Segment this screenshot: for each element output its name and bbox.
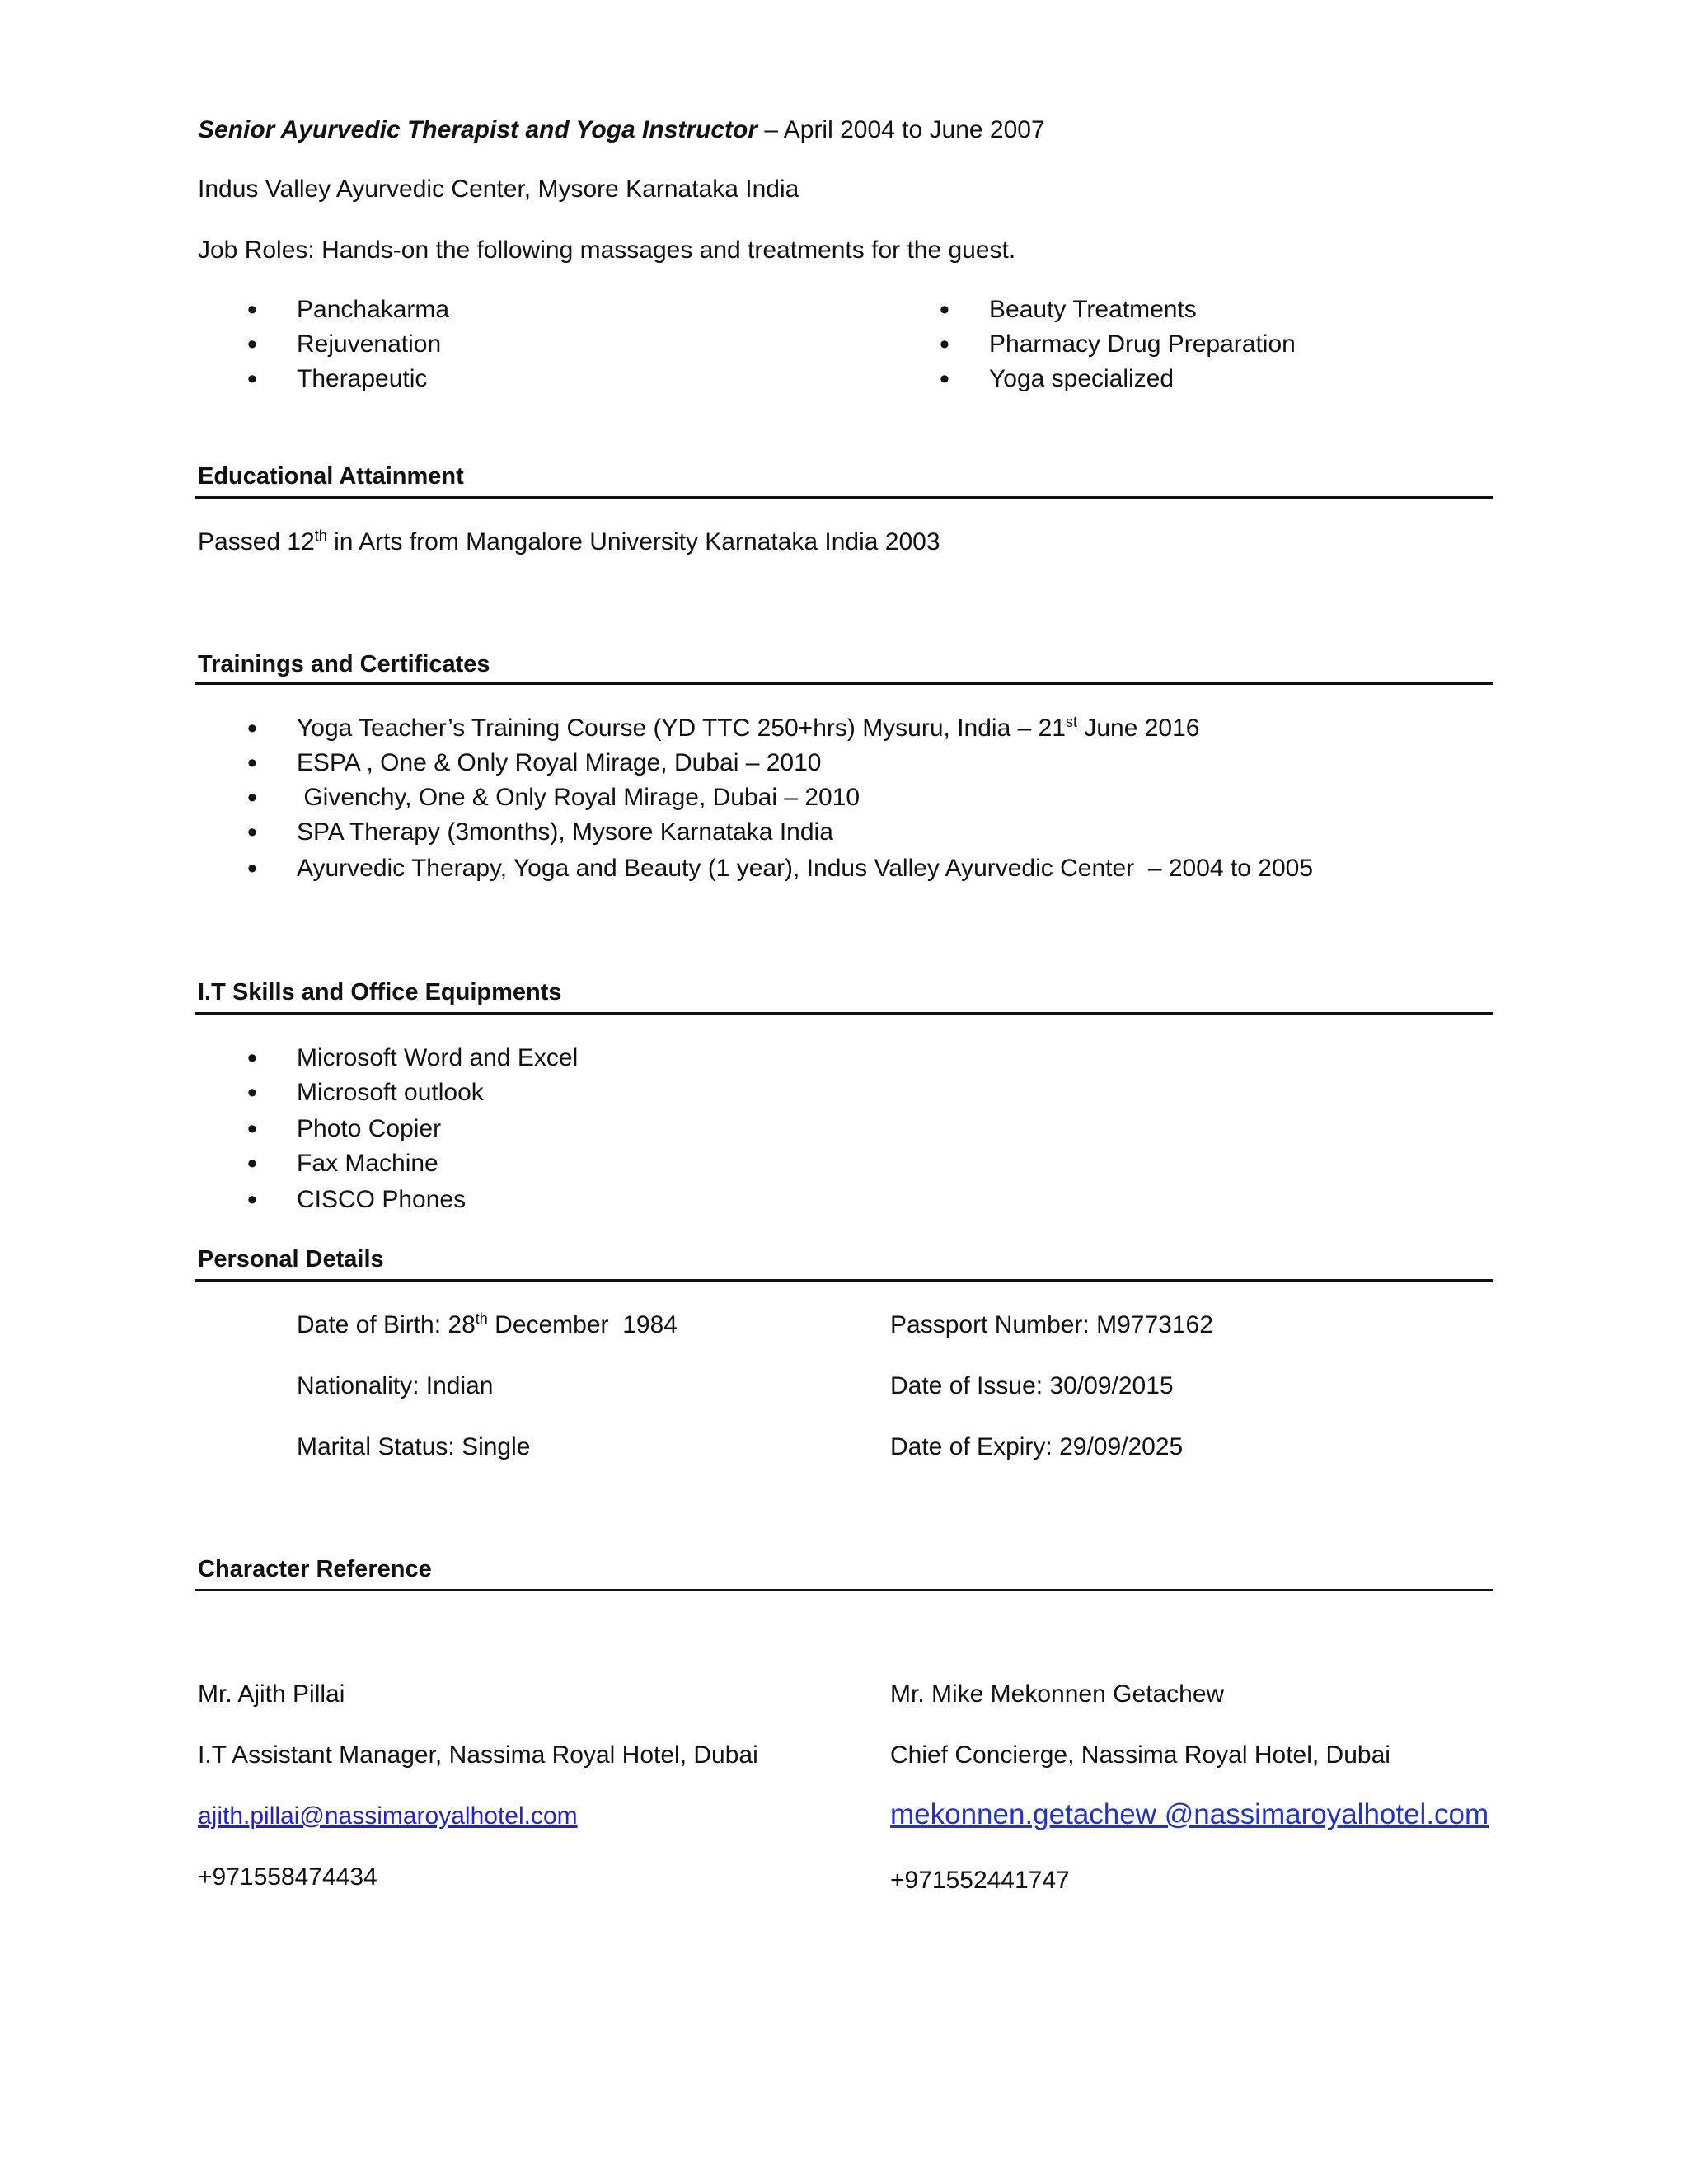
date-of-expiry: Date of Expiry: 29/09/2025: [890, 1433, 1184, 1460]
section-divider: [195, 496, 1493, 499]
section-heading-trainings: Trainings and Certificates: [198, 651, 490, 677]
bullet-icon: [940, 330, 973, 361]
passport-number: Passport Number: M9773162: [890, 1311, 1213, 1338]
nationality: Nationality: Indian: [297, 1372, 494, 1399]
date-of-birth: Date of Birth: 28th December 1984: [297, 1310, 678, 1338]
reference-2-title: Chief Concierge, Nassima Royal Hotel, Dubai: [890, 1741, 1390, 1769]
job-title: Senior Ayurvedic Therapist and Yoga Instructor: [198, 116, 758, 143]
bullet-icon: [247, 1114, 280, 1146]
reference-1-phone: +971558474434: [198, 1863, 377, 1891]
company-line: Indus Valley Ayurvedic Center, Mysore Karnataka India: [198, 176, 799, 203]
section-heading-it-skills: I.T Skills and Office Equipments: [198, 979, 562, 1005]
resume-page: Senior Ayurvedic Therapist and Yoga Instructor – April 2004 to June 2007 Indus Valley Ayurvedic Center, Mysore Karnataka India Job Roles: Hands-on the following massages and treatments for the guest. • Panchakarma • Rejuvenation • Therapeutic • Beauty Treatments • Pharmacy Drug Preparation • Yoga specialized Educational Attainment Passed 12th in Arts from Mangalore University Karnataka India 2003 Trainings and Certificates • Yoga Teacher’s Training Course (YD TTC 250+hrs) Mysuru, India – 21st June 2016 • ESPA , One & Only Royal Mirage, Dubai – 2010 • Givenchy, One & Only Royal Mirage, Dubai – 2010 • SPA Therapy (3months), Mysore Karnataka India • Ayurvedic Therapy, Yoga and Beauty (1 year), Indus Valley Ayurvedic Center – 2004 to 2005 I.T Skills and Office Equipments • Microsoft Word and Excel • Microsoft outlook • Photo Copier • Fax Machine • CISCO Phones Personal Details Date of Birth: 28th December 1984 Nationality: Indian Marital Status: Single Passport Number: M9773162 Date of Issue: 30/09/2015 Date of Expiry: 29/09/2025 Character Reference Mr. Ajith Pillai I.T Assistant Manager, Nassima Royal Hotel, Dubai ajith.pillai@nassimaroyalhotel.com +971558474434 Mr. Mike Mekonnen Getachew Chief Concierge, Nassima Royal Hotel, Dubai mekonnen.getachew @nassimaroyalhotel.com +971552441747: [0, 0, 1688, 2184]
bullet-icon: [940, 295, 973, 326]
section-heading-education: Educational Attainment: [198, 463, 464, 490]
section-divider: [195, 682, 1493, 685]
section-heading-personal: Personal Details: [198, 1246, 384, 1272]
bullet-icon: [247, 1185, 280, 1216]
section-divider: [195, 1279, 1493, 1282]
bullet-icon: [247, 854, 280, 885]
job-title-line: [198, 115, 1045, 145]
bullet-icon: [247, 714, 280, 745]
date-of-issue: Date of Issue: 30/09/2015: [890, 1372, 1174, 1399]
reference-2-name: Mr. Mike Mekonnen Getachew: [890, 1680, 1225, 1708]
reference-2-email-link[interactable]: mekonnen.getachew @nassimaroyalhotel.com: [890, 1798, 1489, 1830]
bullet-icon: [940, 364, 973, 396]
job-dates: – April 2004 to June 2007: [757, 116, 1045, 143]
reference-2-phone: +971552441747: [890, 1867, 1070, 1894]
bullet-icon: [247, 364, 280, 396]
section-divider: [195, 1589, 1493, 1591]
reference-1-title: I.T Assistant Manager, Nassima Royal Hotel, Dubai: [198, 1741, 758, 1769]
bullet-icon: [247, 748, 280, 780]
job-roles-intro: Job Roles: Hands-on the following massages and treatments for the guest.: [198, 237, 1016, 264]
bullet-icon: [247, 295, 280, 326]
section-divider: [195, 1012, 1493, 1015]
bullet-icon: [247, 1078, 280, 1109]
bullet-icon: [247, 783, 280, 814]
education-line: Passed 12th in Arts from Mangalore University Karnataka India 2003: [198, 527, 940, 555]
bullet-icon: [247, 1043, 280, 1075]
marital-status: Marital Status: Single: [297, 1433, 531, 1460]
section-heading-references: Character Reference: [198, 1556, 432, 1582]
reference-1-email-link[interactable]: ajith.pillai@nassimaroyalhotel.com: [198, 1802, 578, 1830]
reference-1-name: Mr. Ajith Pillai: [198, 1680, 345, 1708]
bullet-icon: [247, 1149, 280, 1180]
bullet-icon: [247, 818, 280, 849]
bullet-icon: [247, 330, 280, 361]
